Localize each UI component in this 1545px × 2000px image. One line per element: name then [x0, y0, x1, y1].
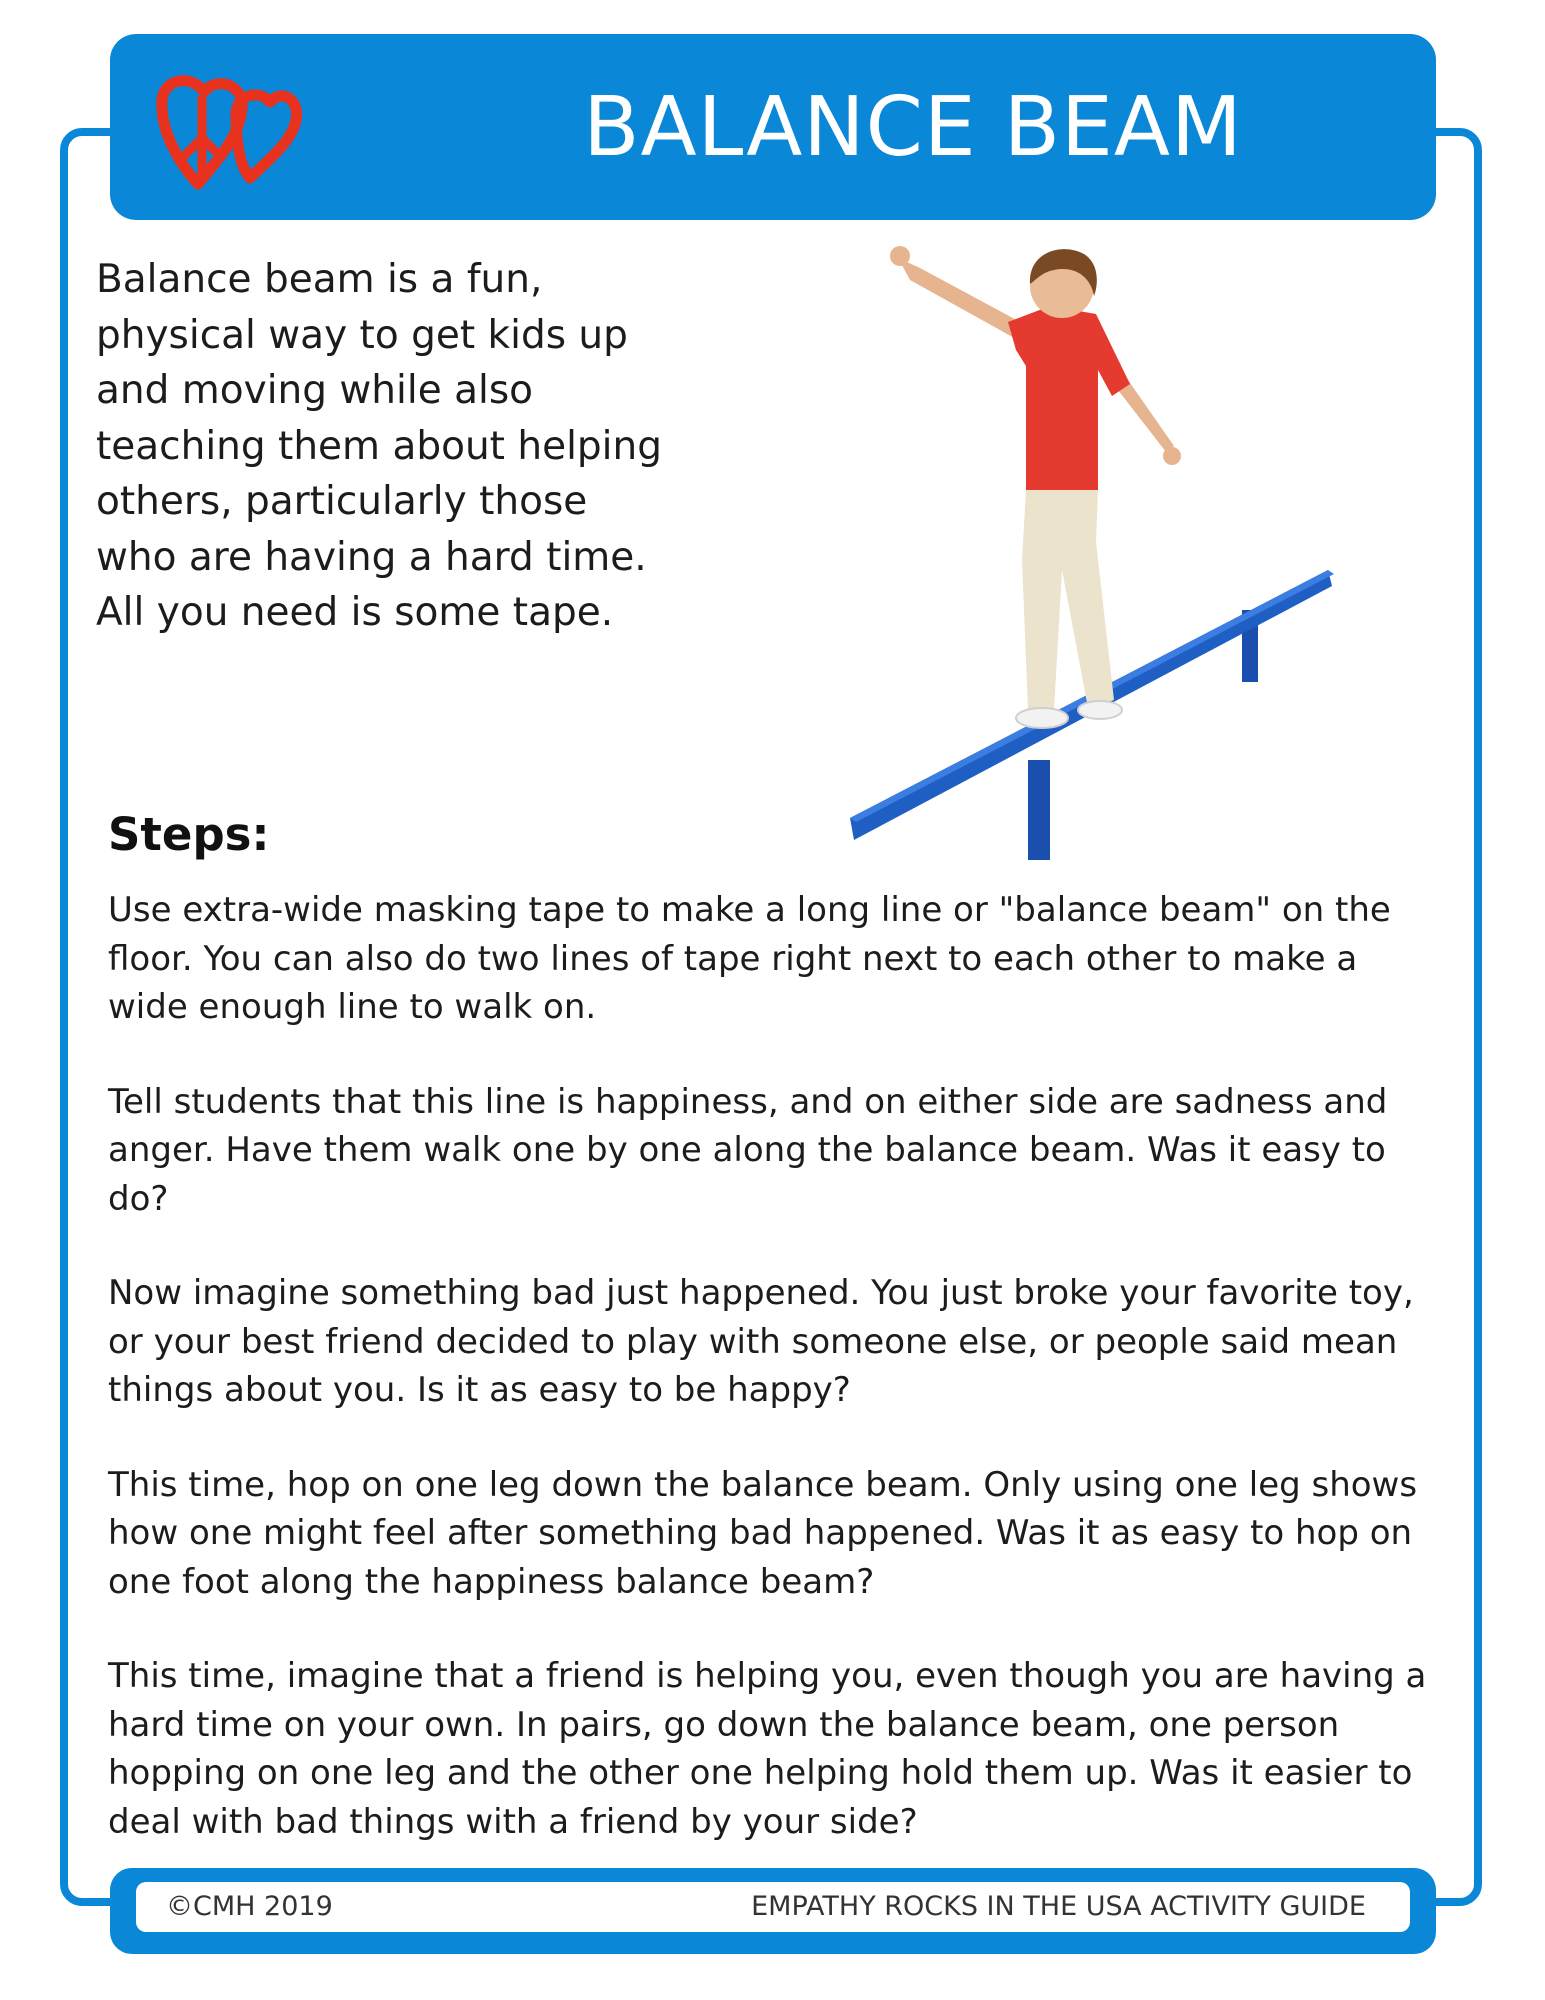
footer-inner	[136, 1882, 1410, 1932]
intro-paragraph: Balance beam is a fun, physical way to get kids up and moving while also teaching them about helping others, particularly those who are having a hard time. All you need is some tape.	[96, 257, 662, 635]
footer-bar	[110, 1868, 1436, 1954]
step-item: This time, hop on one leg down the balance beam. Only using one leg shows how one might feel after something bad happened. Was it as easy to hop on one foot along the happiness balance beam?	[108, 1464, 1418, 1602]
step-item: Now imagine something bad just happened. You just broke your favorite toy, or your best friend decided to play with someone else, or people said mean things about you. Is it as easy to be happy?	[108, 1273, 1414, 1410]
copyright-text: ©CMH 2019	[166, 1891, 333, 1922]
step-item: This time, imagine that a friend is helping you, even though you are having a hard time on your own. In pairs, go down the balance beam, one person hopping on one leg and the other one helping hold them up. Was it easier to deal with bad things with a friend by your side?	[108, 1656, 1427, 1842]
step-item: Use extra-wide masking tape to make a long line or "balance beam" on the floor. You can also do two lines of tape right next to each other to make a wide enough line to walk on.	[108, 890, 1391, 1027]
step-item: Tell students that this line is happiness, and on either side are sadness and anger. Have them walk one by one along the balance beam. Was it easy to do?	[108, 1081, 1388, 1219]
steps-list	[108, 886, 1428, 1892]
guide-title: EMPATHY ROCKS IN THE USA ACTIVITY GUIDE	[751, 1891, 1366, 1922]
steps-heading: Steps:	[108, 808, 270, 861]
child-on-balance-beam-photo	[850, 240, 1350, 890]
peace-heart-icon	[154, 66, 302, 196]
title-banner	[110, 34, 1436, 220]
page-title: BALANCE BEAM	[583, 80, 1243, 175]
